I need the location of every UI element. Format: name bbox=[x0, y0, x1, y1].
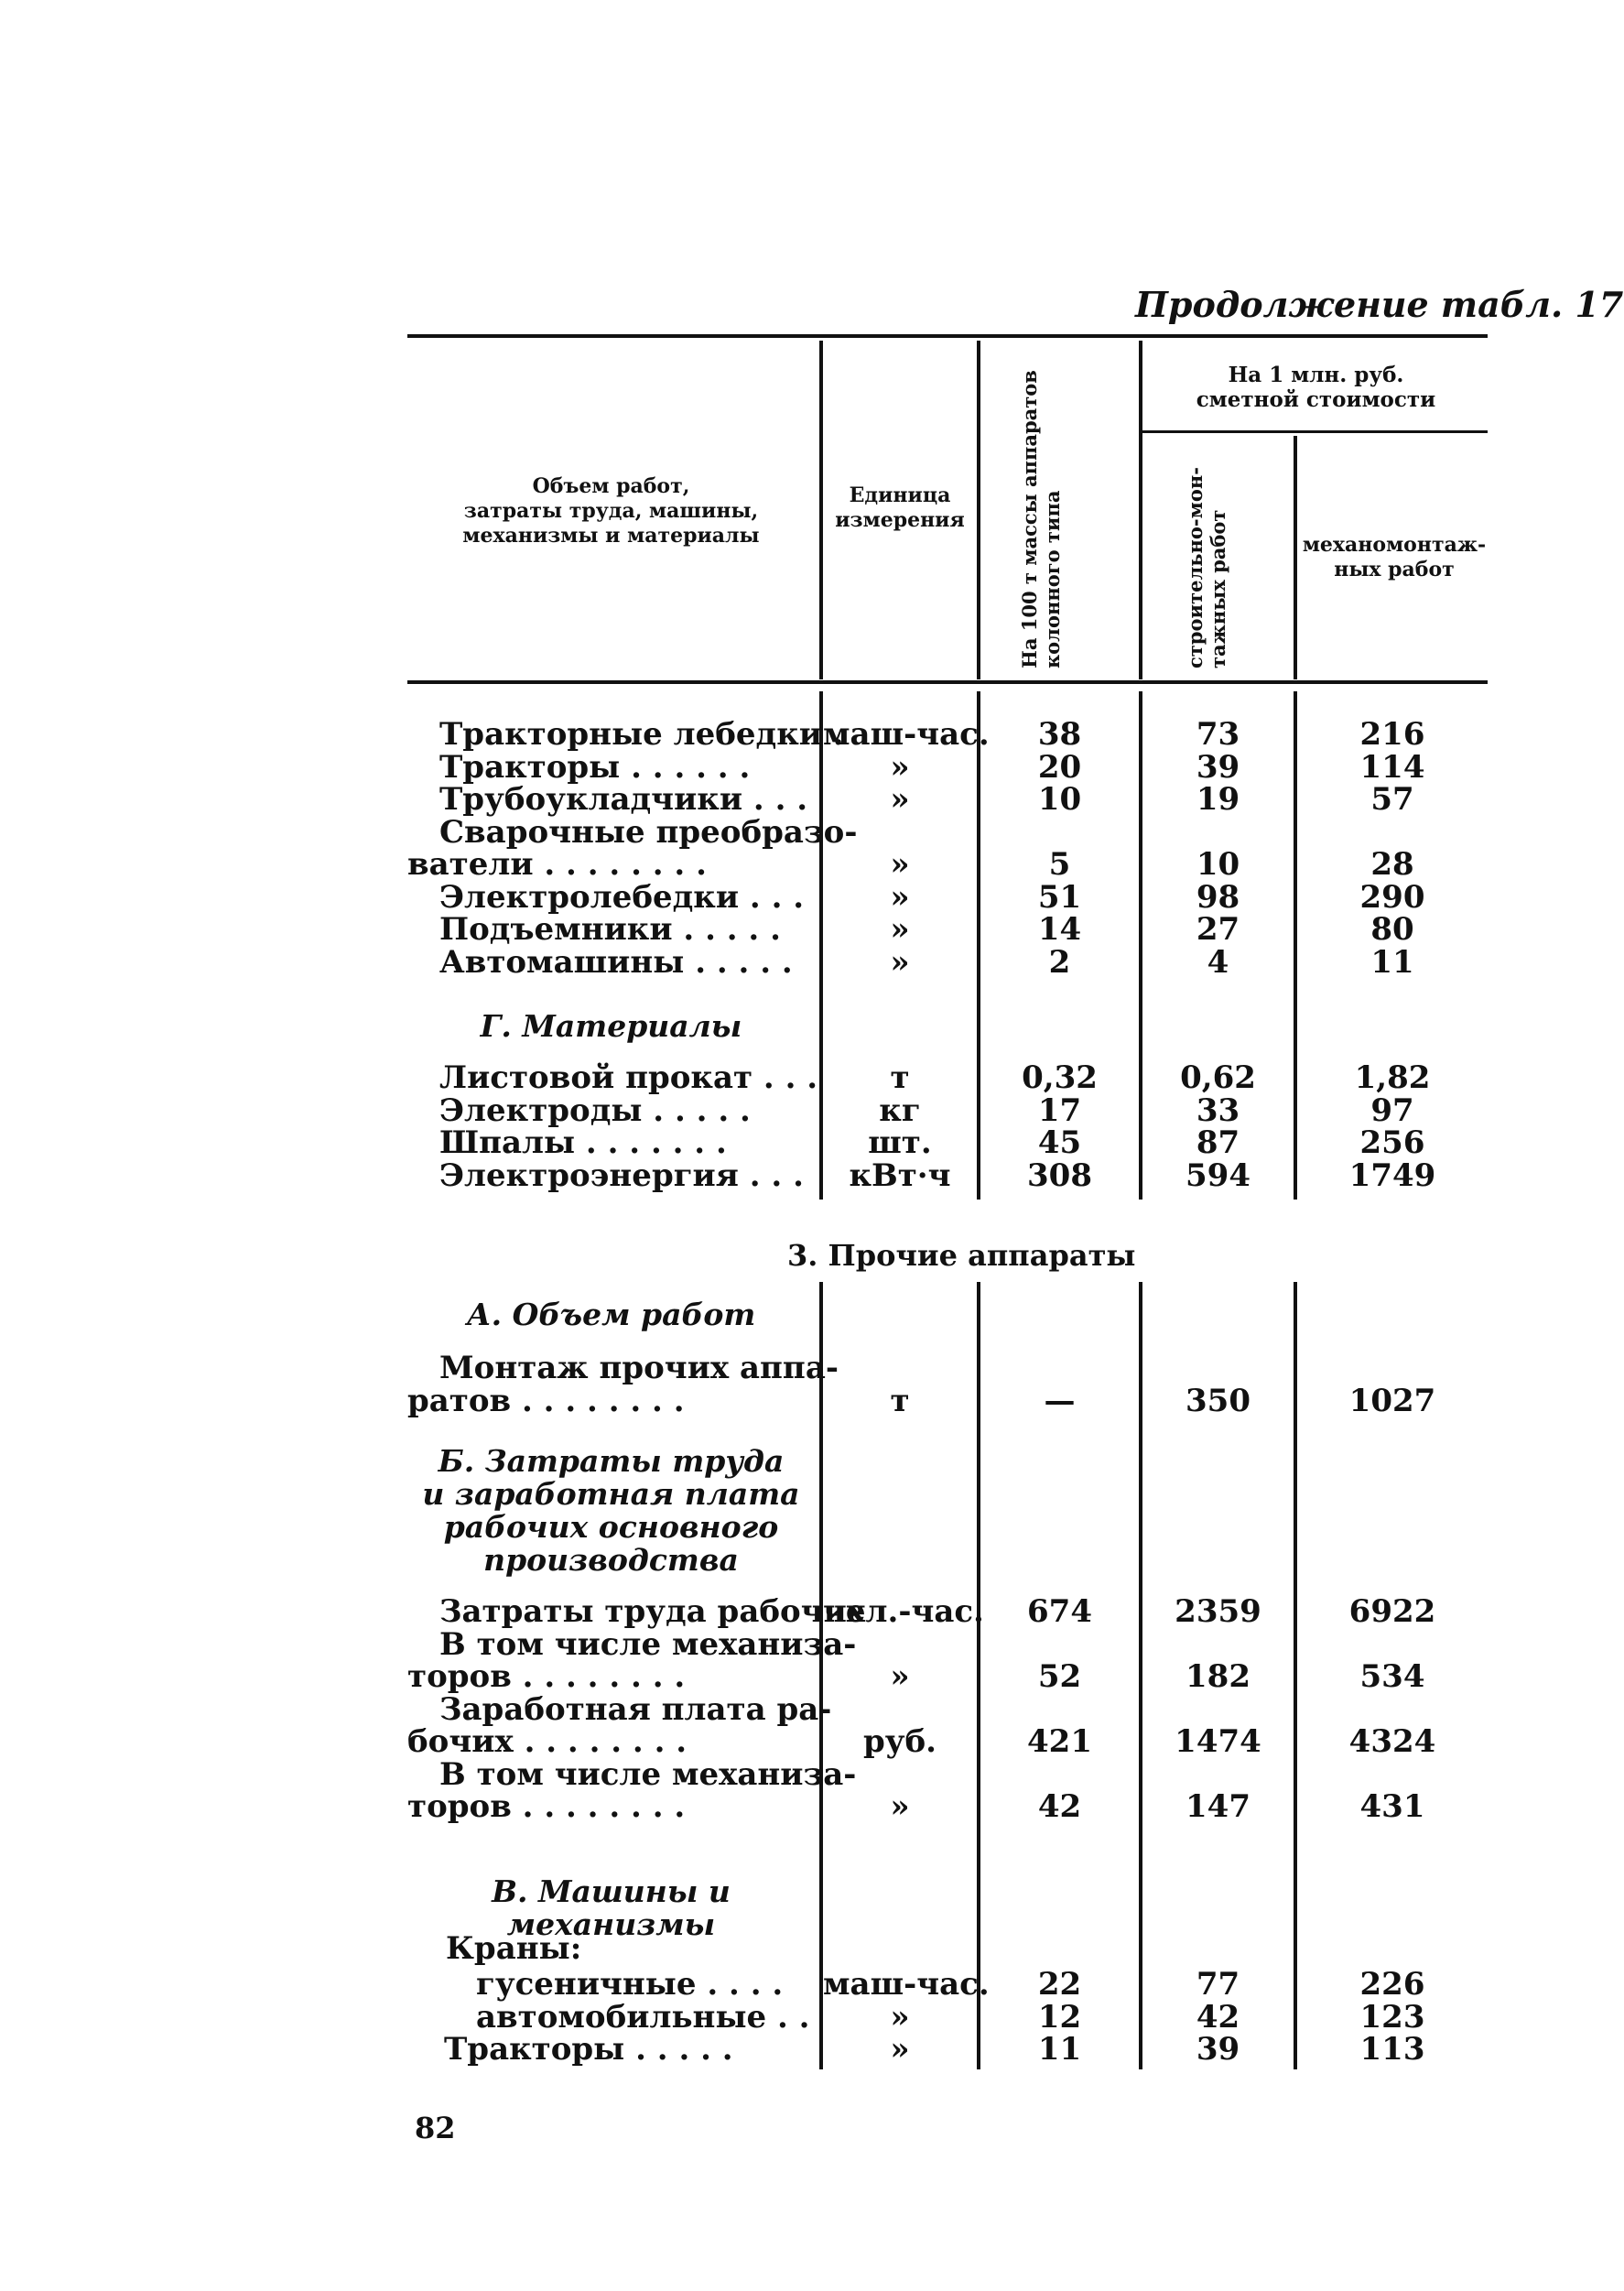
row-label: Сварочные преобразо- bbox=[439, 813, 858, 851]
table-row bbox=[0, 1383, 1624, 1419]
section-labor-title-line-2: и заработная плата bbox=[422, 1476, 800, 1512]
row-value-construction: 33 bbox=[1196, 1091, 1240, 1129]
row-value-construction: 0,62 bbox=[1180, 1059, 1256, 1096]
cranes-label: Краны: bbox=[446, 1930, 582, 1967]
row-unit: маш-час. bbox=[823, 716, 990, 753]
table-row bbox=[0, 1156, 1624, 1194]
header-col-mechanical-line-1: механомонтаж- bbox=[1302, 533, 1487, 557]
table-row bbox=[0, 1723, 1624, 1760]
table-row bbox=[0, 1350, 1624, 1386]
section-labor-title-line-3: рабочих основного bbox=[443, 1509, 779, 1545]
header-top-rule bbox=[407, 334, 1488, 338]
row-value-per-100t: 11 bbox=[1037, 2031, 1082, 2068]
table-row bbox=[0, 1788, 1624, 1825]
row-value-per-100t: 20 bbox=[1037, 748, 1082, 786]
row-label: В том числе механиза- bbox=[439, 1625, 857, 1663]
row-unit: т bbox=[890, 1383, 910, 1419]
row-value-per-100t: 22 bbox=[1037, 1966, 1082, 2003]
row-value-construction: 594 bbox=[1186, 1156, 1250, 1194]
row-value-mechanical: 534 bbox=[1359, 1658, 1425, 1695]
row-unit: шт. bbox=[868, 1124, 932, 1161]
header-divider-3 bbox=[1139, 341, 1142, 679]
header-group-rule bbox=[1142, 430, 1488, 433]
row-value-mechanical: 123 bbox=[1359, 1998, 1425, 2036]
row-unit: » bbox=[890, 1658, 910, 1695]
row-value-per-100t: 10 bbox=[1037, 781, 1082, 818]
row-label: гусеничные . . . . bbox=[476, 1966, 784, 2003]
row-value-construction: 350 bbox=[1186, 1383, 1250, 1419]
table-continuation-caption: Продолжение табл. 17 bbox=[1135, 284, 1624, 325]
row-value-per-100t: 38 bbox=[1037, 716, 1082, 753]
row-value-mechanical: 113 bbox=[1359, 2031, 1425, 2068]
row-value-construction: 87 bbox=[1196, 1124, 1240, 1161]
page-number: 82 bbox=[415, 2111, 456, 2145]
header-col-group-line-1: На 1 млн. руб. bbox=[1228, 363, 1404, 387]
section-labor-title bbox=[407, 1445, 815, 1577]
row-value-construction: 10 bbox=[1196, 846, 1240, 883]
row-value-per-100t: 2 bbox=[1048, 943, 1071, 981]
row-label: Электроды . . . . . bbox=[439, 1091, 751, 1129]
row-value-construction: 39 bbox=[1196, 748, 1240, 786]
header-col-per-100t-line-2: колонного типа bbox=[1041, 490, 1064, 668]
table-row bbox=[0, 1658, 1624, 1695]
row-unit: т bbox=[890, 1059, 910, 1096]
header-col-per-100t bbox=[1018, 370, 1064, 668]
header-col-unit-line-1: Единица bbox=[849, 483, 951, 507]
cranes-label-row bbox=[0, 1930, 1624, 1967]
row-value-mechanical: 11 bbox=[1370, 943, 1414, 981]
row-value-per-100t: 17 bbox=[1037, 1091, 1082, 1129]
table-row bbox=[0, 1755, 1624, 1793]
row-unit: » bbox=[890, 748, 910, 786]
header-col-group bbox=[1144, 363, 1488, 412]
table-row bbox=[0, 1966, 1624, 2003]
row-label: Тракторы . . . . . . bbox=[439, 748, 751, 786]
header-col-construction bbox=[1184, 467, 1229, 668]
row-value-per-100t: — bbox=[1044, 1383, 1076, 1419]
table-row bbox=[0, 1690, 1624, 1728]
row-value-per-100t: 308 bbox=[1027, 1156, 1092, 1194]
row-value-construction: 2359 bbox=[1175, 1593, 1261, 1630]
row-label: В том числе механиза- bbox=[439, 1755, 857, 1793]
row-value-construction: 98 bbox=[1196, 878, 1240, 916]
table-row bbox=[0, 2031, 1624, 2068]
row-unit: » bbox=[890, 1788, 910, 1825]
row-value-mechanical: 28 bbox=[1370, 846, 1414, 883]
row-value-per-100t: 421 bbox=[1027, 1723, 1092, 1760]
table-row bbox=[0, 1998, 1624, 2036]
row-unit: » bbox=[890, 943, 910, 981]
row-value-construction: 182 bbox=[1186, 1658, 1250, 1695]
row-label: Электролебедки . . . bbox=[439, 878, 805, 916]
row-value-per-100t: 52 bbox=[1037, 1658, 1082, 1695]
row-value-construction: 77 bbox=[1196, 1966, 1240, 2003]
row-label: торов . . . . . . . . bbox=[407, 1788, 686, 1825]
table-row bbox=[0, 911, 1624, 948]
header-divider-4 bbox=[1294, 436, 1297, 679]
row-label: Автомашины . . . . . bbox=[439, 943, 793, 981]
row-unit: » bbox=[890, 781, 910, 818]
row-label: Заработная плата ра- bbox=[439, 1690, 832, 1728]
table-row bbox=[0, 846, 1624, 883]
header-col-construction-line-2: тажных работ bbox=[1207, 509, 1229, 668]
row-label: Подъемники . . . . . bbox=[439, 911, 781, 948]
row-value-mechanical: 256 bbox=[1359, 1124, 1425, 1161]
header-col-works bbox=[407, 474, 815, 548]
row-value-construction: 42 bbox=[1196, 1998, 1240, 2036]
row-value-construction: 19 bbox=[1196, 781, 1240, 818]
row-value-mechanical: 57 bbox=[1370, 781, 1414, 818]
row-value-per-100t: 45 bbox=[1037, 1124, 1082, 1161]
table-row bbox=[0, 781, 1624, 818]
header-col-unit bbox=[823, 483, 977, 533]
part-title: 3. Прочие аппараты bbox=[787, 1238, 1136, 1273]
table-row bbox=[0, 878, 1624, 916]
row-unit: » bbox=[890, 911, 910, 948]
row-value-mechanical: 1027 bbox=[1348, 1383, 1436, 1419]
header-col-works-line-1: Объем работ, bbox=[532, 474, 690, 498]
row-value-construction: 73 bbox=[1196, 716, 1240, 753]
header-col-construction-line-1: строительно-мон- bbox=[1184, 467, 1207, 668]
row-value-mechanical: 80 bbox=[1370, 911, 1414, 948]
row-value-mechanical: 226 bbox=[1359, 1966, 1425, 2003]
table-row bbox=[0, 1625, 1624, 1663]
table-row bbox=[0, 943, 1624, 981]
row-unit: » bbox=[890, 878, 910, 916]
table-row bbox=[0, 1059, 1624, 1096]
row-value-mechanical: 216 bbox=[1359, 716, 1425, 753]
row-label: Трубоукладчики . . . bbox=[439, 781, 808, 818]
row-unit: чел.-час. bbox=[823, 1593, 984, 1630]
row-value-construction: 147 bbox=[1186, 1788, 1250, 1825]
row-value-per-100t: 5 bbox=[1048, 846, 1071, 883]
table-row bbox=[0, 813, 1624, 851]
row-unit: » bbox=[890, 846, 910, 883]
row-unit: руб. bbox=[862, 1723, 937, 1760]
section-labor-title-line-4: производства bbox=[483, 1542, 739, 1578]
table-row bbox=[0, 1091, 1624, 1129]
row-value-per-100t: 51 bbox=[1037, 878, 1082, 916]
table-row bbox=[0, 716, 1624, 753]
row-value-per-100t: 674 bbox=[1027, 1593, 1092, 1630]
header-divider-2 bbox=[977, 341, 980, 679]
header-col-works-line-3: механизмы и материалы bbox=[462, 524, 760, 548]
header-col-mechanical bbox=[1298, 533, 1490, 582]
header-col-per-100t-line-1: На 100 т массы аппаратов bbox=[1018, 370, 1041, 668]
header-bottom-rule bbox=[407, 680, 1488, 684]
row-unit: кг bbox=[879, 1091, 921, 1129]
row-value-construction: 39 bbox=[1196, 2031, 1240, 2068]
row-value-construction: 4 bbox=[1207, 943, 1229, 981]
table-row bbox=[0, 1124, 1624, 1161]
row-value-mechanical: 1,82 bbox=[1354, 1059, 1431, 1096]
row-value-mechanical: 431 bbox=[1359, 1788, 1425, 1825]
row-value-mechanical: 97 bbox=[1370, 1091, 1414, 1129]
row-value-construction: 1474 bbox=[1175, 1723, 1261, 1760]
row-label: автомобильные . . bbox=[476, 1998, 810, 2036]
row-unit: » bbox=[890, 1998, 910, 2036]
table-row bbox=[0, 748, 1624, 786]
row-label: торов . . . . . . . . bbox=[407, 1658, 686, 1695]
row-label: бочих . . . . . . . . bbox=[407, 1723, 687, 1760]
row-value-per-100t: 12 bbox=[1037, 1998, 1082, 2036]
header-col-works-line-2: затраты труда, машины, bbox=[463, 499, 759, 523]
row-label: Шпалы . . . . . . . bbox=[439, 1124, 727, 1161]
row-value-mechanical: 4324 bbox=[1348, 1723, 1436, 1760]
row-value-per-100t: 42 bbox=[1037, 1788, 1082, 1825]
header-col-unit-line-2: измерения bbox=[835, 508, 965, 532]
row-value-mechanical: 114 bbox=[1359, 748, 1425, 786]
row-value-construction: 27 bbox=[1196, 911, 1240, 948]
section-materials-title: Г. Материалы bbox=[480, 1008, 742, 1044]
row-value-per-100t: 14 bbox=[1037, 911, 1082, 948]
row-value-mechanical: 1749 bbox=[1348, 1156, 1436, 1194]
table-row bbox=[0, 1593, 1624, 1630]
row-label: Электроэнергия . . . bbox=[439, 1156, 804, 1194]
header-col-mechanical-line-2: ных работ bbox=[1334, 558, 1455, 581]
row-label: Тракторные лебедки . bbox=[439, 716, 844, 753]
row-label: Листовой прокат . . . bbox=[439, 1059, 818, 1096]
header-col-group-line-2: сметной стоимости bbox=[1196, 387, 1436, 412]
section-volume-title: А. Объем работ bbox=[466, 1297, 756, 1332]
row-unit: кВт·ч bbox=[849, 1156, 951, 1194]
row-value-mechanical: 6922 bbox=[1348, 1593, 1436, 1630]
row-label: Тракторы . . . . . bbox=[444, 2031, 733, 2068]
section-labor-title-line-1: Б. Затраты труда bbox=[438, 1443, 785, 1479]
row-value-mechanical: 290 bbox=[1359, 878, 1425, 916]
row-label: ватели . . . . . . . . bbox=[407, 846, 707, 883]
row-unit: маш-час. bbox=[823, 1966, 990, 2003]
section-machines-title: В. Машины и механизмы bbox=[492, 1873, 731, 1942]
row-label: Затраты труда рабочих bbox=[439, 1593, 866, 1630]
row-unit: » bbox=[890, 2031, 910, 2068]
row-value-per-100t: 0,32 bbox=[1022, 1059, 1098, 1096]
row-label: ратов . . . . . . . . bbox=[407, 1383, 685, 1419]
row-label: Монтаж прочих аппа- bbox=[439, 1350, 839, 1386]
